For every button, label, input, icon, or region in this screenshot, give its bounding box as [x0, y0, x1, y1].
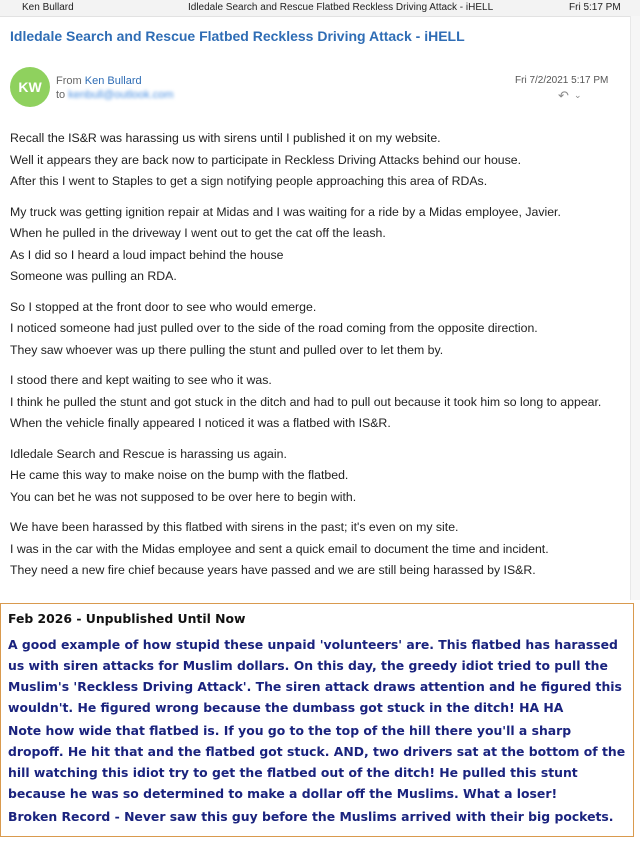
note-paragraph: Note how wide that flatbed is. If you go to the top of the hill there you'll a sharp dropoff. He hit that and the flatbed got stuck. AND, two drivers sat at the bottom of the hill watching this idiot try to get the flatbed out of the ditch! He pulled this stunt because he was so determined to make a dollar off the Muslims. What a loser!: [8, 723, 626, 801]
body-paragraph: [10, 370, 630, 435]
note-header: Feb 2026 - Unpublished Until Now: [8, 611, 246, 626]
body-line: When he pulled in the driveway I went out to get the cat off the leash.: [10, 226, 386, 240]
from-row: [56, 75, 142, 87]
email-subject: Idledale Search and Rescue Flatbed Reckless Driving Attack - iHELL: [10, 28, 465, 44]
body-line: I stood there and kept waiting to see who it was.: [10, 373, 272, 387]
body-line: As I did so I heard a loud impact behind the house: [10, 247, 284, 262]
to-address[interactable]: kenbull@outlook.com: [68, 89, 174, 101]
body-paragraph: [10, 297, 630, 362]
body-line: My truck was getting ignition repair at Midas and I was waiting for a ride by a Midas employee, Javier.: [10, 204, 561, 219]
note-text: [8, 634, 630, 829]
body-line: Well it appears they are back now to participate in Reckless Driving Attacks behind our house.: [10, 152, 522, 167]
body-line: So I stopped at the front door to see who would emerge.: [10, 299, 317, 314]
body-line: After this I went to Staples to get a sign notifying people approaching this area of RDAs.: [10, 174, 488, 188]
body-line: I was in the car with the Midas employee and sent a quick email to document the time and incident.: [10, 541, 549, 556]
body-line: He came this way to make noise on the bump with the flatbed.: [10, 468, 349, 482]
chevron-down-icon[interactable]: ⌄: [574, 90, 582, 100]
body-line: They need a new fire chief because years have passed and we are still being harassed by IS&R.: [10, 563, 536, 577]
window-title: Idledale Search and Rescue Flatbed Reckless Driving Attack - iHELL: [188, 2, 494, 13]
to-row: [56, 89, 174, 101]
body-line: You can bet he was not supposed to be over here to begin with.: [10, 489, 357, 504]
body-line: When the vehicle finally appeared I noticed it was a flatbed with IS&R.: [10, 416, 391, 430]
body-line: I think he pulled the stunt and got stuck in the ditch and had to pull out because it took him so long to appear.: [10, 394, 602, 409]
window-clock: Fri 5:17 PM: [569, 2, 621, 13]
window-title-bar: [0, 0, 640, 17]
email-date: Fri 7/2/2021 5:17 PM: [515, 75, 609, 86]
window-sender: Ken Bullard: [22, 2, 74, 13]
body-line: We have been harassed by this flatbed with sirens in the past; it's even on my site.: [10, 520, 459, 534]
body-line: They saw whoever was up there pulling the stunt and pulled over to let them by.: [10, 342, 444, 357]
body-line: Idledale Search and Rescue is harassing us again.: [10, 446, 287, 461]
body-paragraph: [10, 444, 630, 509]
body-line: Recall the IS&R was harassing us with sirens until I published it on my website.: [10, 131, 441, 145]
to-label: to: [56, 89, 66, 101]
body-line: I noticed someone had just pulled over to the side of the road coming from the opposite direction.: [10, 321, 538, 335]
body-paragraph: [10, 517, 630, 582]
scrollbar[interactable]: [630, 16, 640, 600]
body-line: Someone was pulling an RDA.: [10, 269, 177, 283]
avatar[interactable]: KW: [10, 67, 50, 107]
note-paragraph: A good example of how stupid these unpaid 'volunteers' are. This flatbed has harassed us with siren attacks for Muslim dollars. On this day, the greedy idiot tried to pull the Muslim's 'Reckless Driving Attack'. The siren attack draws attention and he figured this wouldn't. He figured wrong because the dumbass got stuck in the ditch! HA HA: [8, 637, 622, 715]
body-paragraph: [10, 202, 630, 288]
note-paragraph: Broken Record - Never saw this guy before the Muslims arrived with their big pockets.: [8, 809, 614, 824]
from-name[interactable]: Ken Bullard: [84, 75, 142, 87]
reply-icon[interactable]: ↶: [558, 88, 569, 103]
email-body: [10, 128, 630, 591]
body-paragraph: [10, 128, 630, 193]
from-label: From: [56, 75, 82, 87]
annotation-note: [0, 603, 634, 837]
